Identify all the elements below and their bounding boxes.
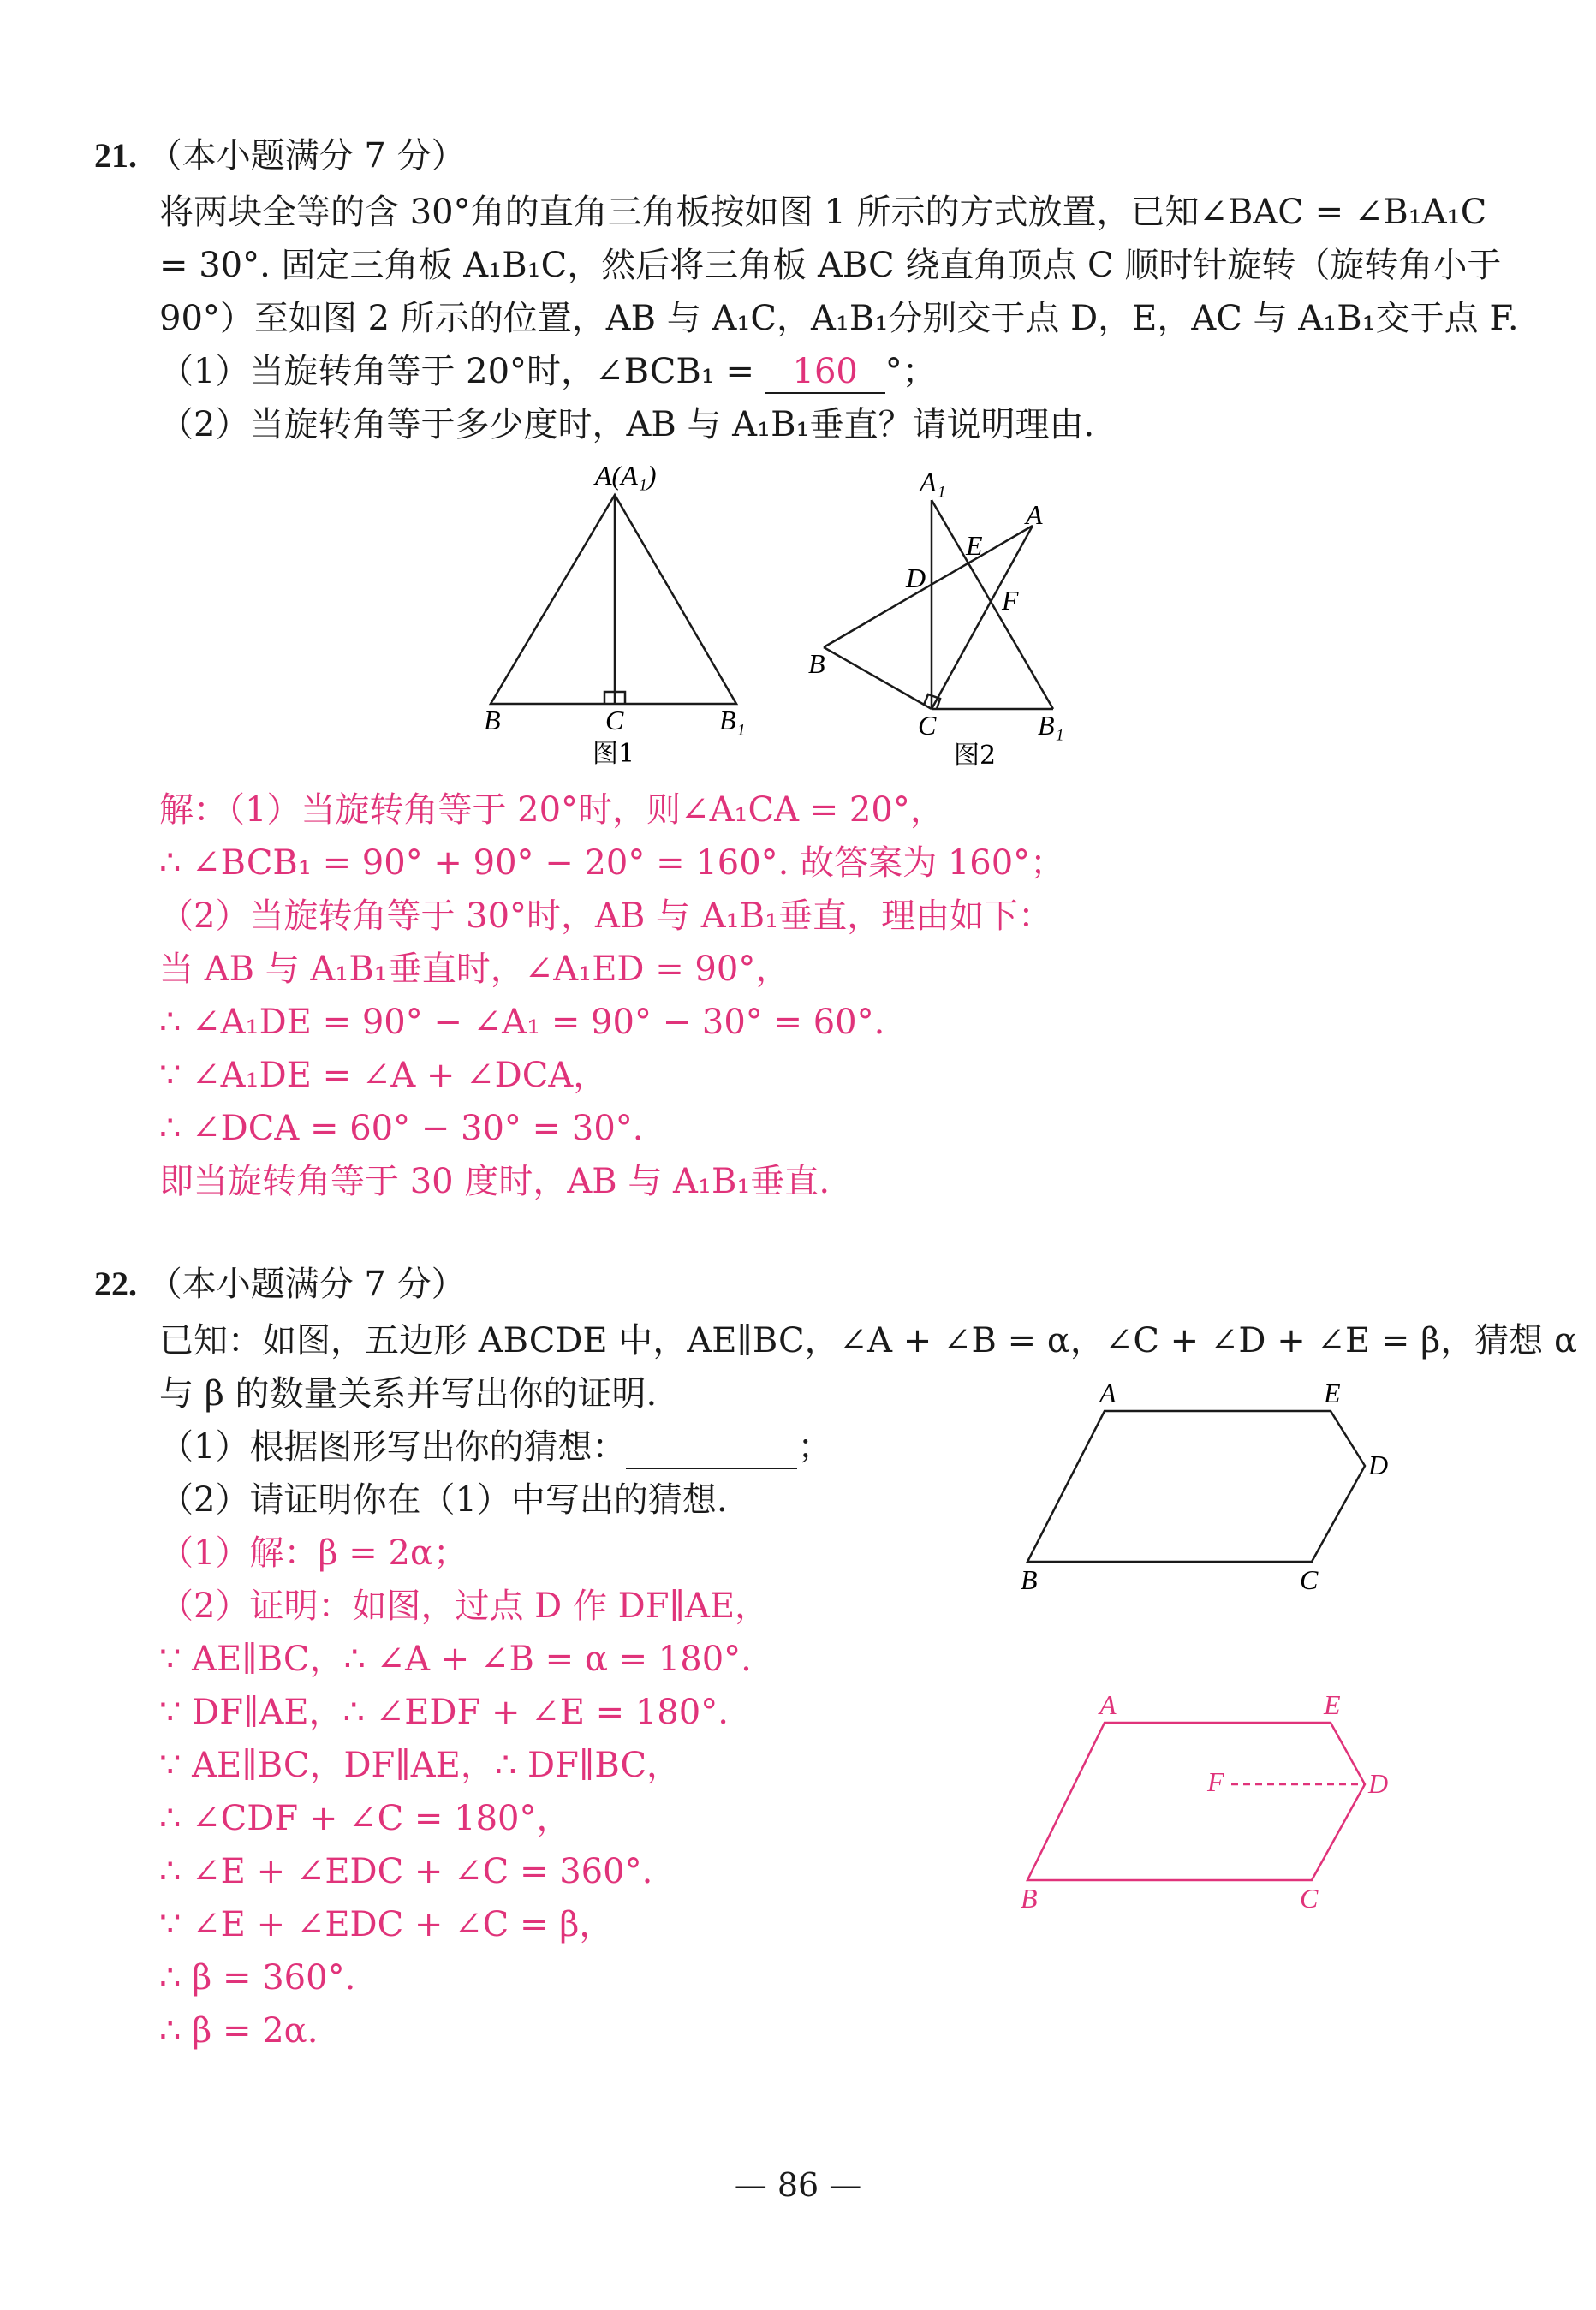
fig2-label-d: D	[906, 563, 926, 593]
q21-part2: （2）当旋转角等于多少度时，AB 与 A₁B₁垂直？请说明理由.	[159, 405, 1095, 444]
q22-solution-line-4: ∵ DF∥AE，∴ ∠EDF + ∠E = 180°.	[159, 1693, 729, 1732]
q21-solution-line-4: 当 AB 与 A₁B₁垂直时，∠A₁ED = 90°，	[159, 950, 790, 989]
q22-text-line-1: 已知：如图，五边形 ABCDE 中，AE∥BC，∠A + ∠B = α，∠C + ∠D + ∠E = β，猜想 α	[159, 1321, 1577, 1360]
fig2-label-c: C	[918, 710, 937, 741]
q22-heading	[94, 1264, 466, 1305]
fig2-label-a1: A₁	[920, 467, 946, 497]
fig2-ca	[932, 526, 1033, 709]
q22-header: （本小题满分 7 分）	[147, 1265, 466, 1304]
q21-text-line-2: = 30°. 固定三角板 A₁B₁C，然后将三角板 ABC 绕直角顶点 C 顺时针旋转（旋转角小于	[159, 246, 1502, 285]
q22-number: 22.	[94, 1265, 137, 1303]
q22-solution-line-7: ∴ ∠E + ∠EDC + ∠C = 360°.	[159, 1852, 653, 1891]
fig1-triangle	[491, 495, 736, 704]
fig1-right-angle-mark	[604, 692, 625, 704]
q21-solution-line-1: 解：（1）当旋转角等于 20°时，则∠A₁CA = 20°，	[159, 790, 944, 830]
q21-solution-line-6: ∵ ∠A₁DE = ∠A + ∠DCA，	[159, 1056, 608, 1095]
fig1-label-c: C	[605, 705, 624, 735]
q21-solution-line-5: ∴ ∠A₁DE = 90° − ∠A₁ = 90° − 30° = 60°.	[159, 1003, 885, 1042]
fig2-ab	[824, 526, 1033, 647]
fig2-label-e: E	[966, 530, 983, 561]
q21-text-line-3: 90°）至如图 2 所示的位置，AB 与 A₁C，A₁B₁分别交于点 D，E，AC 与 A₁B₁交于点 F.	[159, 299, 1519, 338]
q22-fig1-label-c: C	[1300, 1564, 1319, 1595]
q22-part1-suffix: ；	[797, 1427, 832, 1467]
q21-heading	[94, 135, 466, 176]
q21-text-line-1: 将两块全等的含 30°角的直角三角板按如图 1 所示的方式放置，已知∠BAC = ∠B₁A₁C	[159, 193, 1487, 232]
q22-fig1-label-b: B	[1021, 1564, 1038, 1595]
q22-fig2-label-a: A	[1099, 1689, 1117, 1720]
fig1-caption: 图1	[593, 739, 635, 769]
q22-fig1-label-a: A	[1099, 1378, 1117, 1408]
page-number: — 86 —	[734, 2166, 862, 2204]
q22-solution-line-5: ∵ AE∥BC，DF∥AE，∴ DF∥BC，	[159, 1746, 682, 1785]
q22-solution-line-1: （1）解：β = 2α；	[159, 1533, 467, 1573]
q21-solution-line-2: ∴ ∠BCB₁ = 90° + 90° − 20° = 160°. 故答案为 160°；	[159, 843, 1065, 883]
q21-solution-line-8: 即当旋转角等于 30 度时，AB 与 A₁B₁垂直.	[159, 1162, 831, 1201]
q22-part1-prefix: （1）根据图形写出你的猜想：	[159, 1427, 627, 1467]
q22-solution-line-6: ∴ ∠CDF + ∠C = 180°，	[159, 1799, 571, 1838]
fig2-lines	[824, 500, 1053, 709]
q22-part1	[159, 1426, 831, 1469]
fig2-label-b: B	[808, 648, 825, 679]
q22-solution-line-9: ∴ β = 360°.	[159, 1958, 356, 1997]
q22-fig2-label-e: E	[1324, 1689, 1341, 1720]
fig1-label-b1: B₁	[719, 705, 746, 735]
q22-answer-blank	[626, 1426, 797, 1469]
q22-fig1-label-d: D	[1368, 1450, 1389, 1480]
q21-solution-line-7: ∴ ∠DCA = 60° − 30° = 30°.	[159, 1109, 644, 1148]
fig2-label-b1: B₁	[1038, 710, 1064, 741]
q22-solution-line-8: ∵ ∠E + ∠EDC + ∠C = β，	[159, 1905, 614, 1944]
fig2-right-angle-mark	[924, 694, 940, 709]
fig2-bc	[824, 647, 932, 709]
fig1-label-top: A(A₁)	[595, 460, 657, 491]
q21-part1-prefix: （1）当旋转角等于 20°时，∠BCB₁ =	[159, 352, 754, 391]
q21-header: （本小题满分 7 分）	[147, 136, 466, 176]
q22-fig2-label-c: C	[1300, 1883, 1319, 1914]
q21-part1-suffix: °；	[884, 352, 937, 391]
q21-solution-line-3: （2）当旋转角等于 30°时，AB 与 A₁B₁垂直，理由如下：	[159, 896, 1053, 936]
q21-number: 21.	[94, 136, 137, 175]
q21-part1	[159, 351, 937, 394]
q22-solution-line-10: ∴ β = 2α.	[159, 2011, 319, 2051]
q22-solution-pentagon	[1027, 1723, 1365, 1880]
fig1-label-b: B	[484, 705, 501, 735]
q22-pentagon	[1027, 1411, 1365, 1562]
q21-part1-answer: 160	[792, 352, 858, 391]
fig1-outline	[491, 495, 736, 704]
q22-fig1-label-e: E	[1324, 1378, 1341, 1408]
fig2-label-f: F	[1002, 585, 1019, 616]
q22-solution-line-3: ∵ AE∥BC，∴ ∠A + ∠B = α = 180°.	[159, 1640, 752, 1679]
q22-solution-line-2: （2）证明：如图，过点 D 作 DF∥AE，	[159, 1587, 770, 1626]
fig2-caption: 图2	[954, 741, 997, 771]
fig2-a1b1	[932, 500, 1053, 709]
q22-fig2-label-b: B	[1021, 1883, 1038, 1914]
q22-part2: （2）请证明你在（1）中写出的猜想.	[159, 1480, 728, 1520]
q21-answer-blank	[765, 351, 885, 394]
q22-fig2-label-d: D	[1368, 1768, 1389, 1799]
q22-text-line-2: 与 β 的数量关系并写出你的证明.	[159, 1374, 658, 1414]
fig2-label-a: A	[1026, 499, 1043, 530]
q22-fig2-label-f: F	[1207, 1766, 1224, 1797]
